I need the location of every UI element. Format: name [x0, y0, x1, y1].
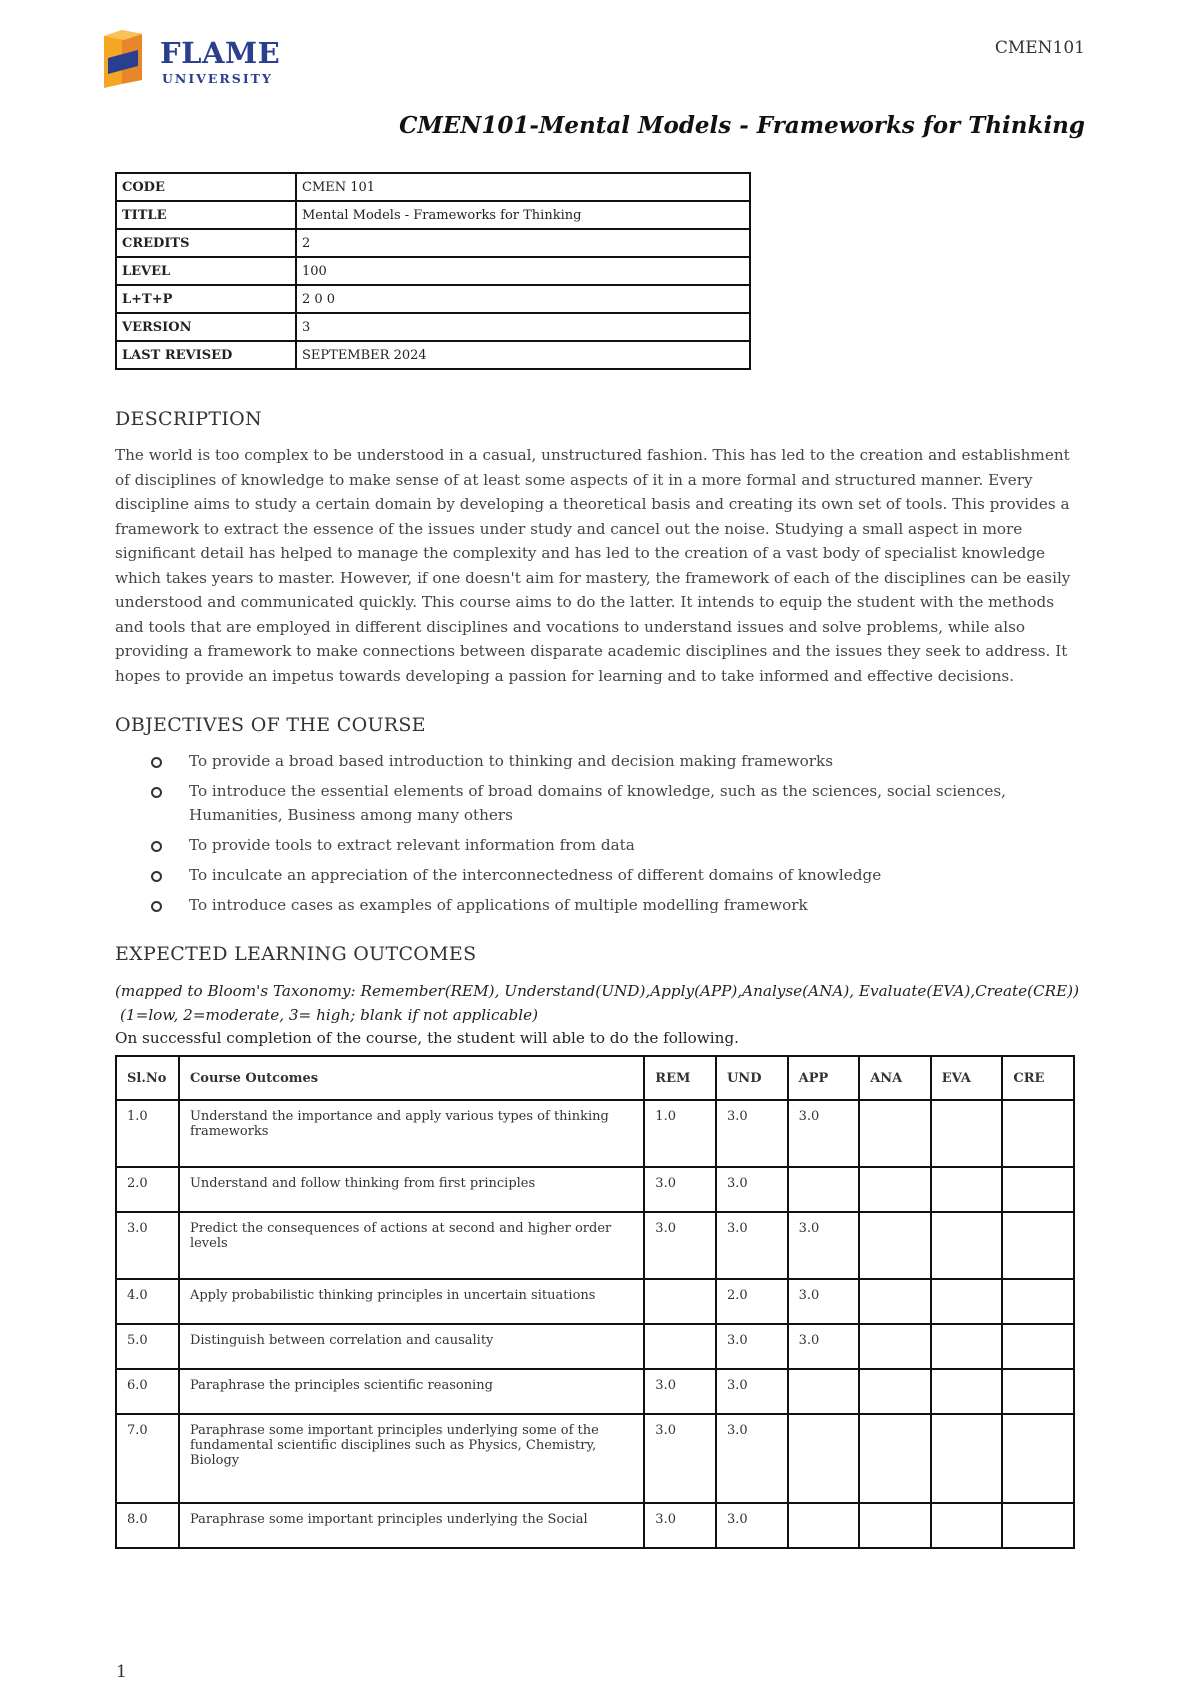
outcomes-intro: On successful completion of the course, the student will able to do the following. [115, 1029, 739, 1047]
table-cell: 3.0 [716, 1503, 788, 1548]
table-cell [788, 1503, 860, 1548]
table-cell: Paraphrase some important principles underlying some of the fundamental scientific disciplines such as Physics, Chemistry, Biology [179, 1414, 644, 1503]
info-row-credits [116, 229, 750, 257]
info-key: CREDITS [116, 229, 296, 257]
description-text: The world is too complex to be understood in a casual, unstructured fashion. This has led to the creation and establishment of disciplines of knowledge to make sense of at least some aspects of it in a more formal and structured manner. Every discipline aims to study a certain domain by developing a theoretical basis and creating its own set of tools. This provides a framework to extract the essence of the issues under study and cancel out the noise. Studying a small aspect in more significant detail has helped to manage the complexity and has led to the creation of a vast body of specialist knowledge which takes years to master. However, if one doesn't aim for mastery, the framework of each of the disciplines can be easily understood and communicated quickly. This course aims to do the latter. It intends to equip the student with the methods and tools that are employed in different disciplines and vocations to understand issues and solve problems, while also providing a framework to make connections between disparate academic disciplines and the issues they seek to address. It hopes to provide an impetus towards developing a passion for learning and to take informed and effective decisions. [115, 446, 1071, 685]
table-cell [931, 1324, 1003, 1369]
objective-text: To introduce the essential elements of broad domains of knowledge, such as the sciences, social sciences, Humanities, Business among many others [189, 782, 1006, 824]
table-row [116, 1100, 1074, 1167]
table-cell [644, 1279, 716, 1324]
table-row [116, 1212, 1074, 1279]
table-cell [1002, 1279, 1074, 1324]
course-info-table [115, 172, 751, 370]
circle-bullet-icon [151, 871, 162, 882]
circle-bullet-icon [151, 901, 162, 912]
info-key: LEVEL [116, 257, 296, 285]
table-cell [859, 1100, 931, 1167]
table-cell [788, 1167, 860, 1212]
info-value: Mental Models - Frameworks for Thinking [296, 201, 750, 229]
table-cell [1002, 1369, 1074, 1414]
table-cell: 3.0 [716, 1100, 788, 1167]
table-cell: 1.0 [644, 1100, 716, 1167]
info-row-ltp [116, 285, 750, 313]
table-cell [788, 1369, 860, 1414]
table-cell [859, 1369, 931, 1414]
table-cell [931, 1414, 1003, 1503]
info-row-version [116, 313, 750, 341]
column-header: APP [788, 1056, 860, 1100]
table-cell [931, 1100, 1003, 1167]
logo-name: FLAME [160, 36, 281, 70]
objective-item [145, 779, 1045, 827]
info-row-level [116, 257, 750, 285]
blooms-mapping-note: (mapped to Bloom's Taxonomy: Remember(REM), Understand(UND),Apply(APP),Analyse(ANA), Evaluate(EVA),Create(CRE)) [115, 982, 1080, 1000]
objective-item [145, 749, 1045, 773]
table-cell [931, 1503, 1003, 1548]
column-header: CRE [1002, 1056, 1074, 1100]
table-cell [1002, 1100, 1074, 1167]
table-cell [1002, 1324, 1074, 1369]
info-value: SEPTEMBER 2024 [296, 341, 750, 369]
description-heading: DESCRIPTION [115, 408, 262, 430]
column-header: ANA [859, 1056, 931, 1100]
table-cell: 6.0 [116, 1369, 179, 1414]
table-cell: 4.0 [116, 1279, 179, 1324]
info-value: 2 [296, 229, 750, 257]
table-cell: 2.0 [116, 1167, 179, 1212]
table-cell [931, 1212, 1003, 1279]
table-cell: Predict the consequences of actions at second and higher order levels [179, 1212, 644, 1279]
flame-shield-icon [100, 28, 146, 90]
info-value: 100 [296, 257, 750, 285]
table-cell: 3.0 [716, 1324, 788, 1369]
table-cell [1002, 1503, 1074, 1548]
table-cell: 3.0 [788, 1100, 860, 1167]
objective-item [145, 893, 1045, 917]
table-cell [931, 1167, 1003, 1212]
university-logo [100, 28, 300, 96]
info-row-last-revised [116, 341, 750, 369]
circle-bullet-icon [151, 757, 162, 768]
table-cell: 3.0 [644, 1167, 716, 1212]
table-cell: 3.0 [644, 1212, 716, 1279]
table-cell: 3.0 [716, 1167, 788, 1212]
info-key: VERSION [116, 313, 296, 341]
table-cell: 2.0 [716, 1279, 788, 1324]
info-row-title [116, 201, 750, 229]
table-cell [1002, 1167, 1074, 1212]
table-row [116, 1279, 1074, 1324]
table-row [116, 1369, 1074, 1414]
column-header: EVA [931, 1056, 1003, 1100]
circle-bullet-icon [151, 841, 162, 852]
table-cell: Paraphrase the principles scientific reasoning [179, 1369, 644, 1414]
table-cell [859, 1503, 931, 1548]
table-cell [859, 1167, 931, 1212]
table-row [116, 1414, 1074, 1503]
table-cell [931, 1279, 1003, 1324]
table-cell: Distinguish between correlation and causality [179, 1324, 644, 1369]
table-cell [931, 1369, 1003, 1414]
table-cell [859, 1279, 931, 1324]
table-cell [1002, 1414, 1074, 1503]
info-key: L+T+P [116, 285, 296, 313]
table-cell: 3.0 [788, 1279, 860, 1324]
table-header-row [116, 1056, 1074, 1100]
course-outcomes-table [115, 1055, 1075, 1549]
table-cell: 7.0 [116, 1414, 179, 1503]
column-header: Course Outcomes [179, 1056, 644, 1100]
scale-note: (1=low, 2=moderate, 3= high; blank if not applicable) [120, 1006, 539, 1024]
table-cell: 3.0 [788, 1212, 860, 1279]
objective-text: To provide tools to extract relevant information from data [189, 836, 635, 854]
circle-bullet-icon [151, 787, 162, 798]
column-header: UND [716, 1056, 788, 1100]
table-cell [859, 1414, 931, 1503]
logo-subtitle: UNIVERSITY [162, 71, 273, 86]
info-key: LAST REVISED [116, 341, 296, 369]
info-key: TITLE [116, 201, 296, 229]
table-cell: 3.0 [716, 1414, 788, 1503]
info-value: 2 0 0 [296, 285, 750, 313]
header-course-code: CMEN101 [994, 38, 1085, 58]
objectives-list [145, 749, 1045, 923]
table-cell: 1.0 [116, 1100, 179, 1167]
table-cell: 3.0 [644, 1414, 716, 1503]
table-cell: 3.0 [716, 1212, 788, 1279]
info-value: CMEN 101 [296, 173, 750, 201]
document-title: CMEN101-Mental Models - Frameworks for Thinking [399, 112, 1085, 139]
table-cell: 3.0 [644, 1369, 716, 1414]
table-cell [1002, 1212, 1074, 1279]
objective-item [145, 863, 1045, 887]
column-header: REM [644, 1056, 716, 1100]
table-row [116, 1324, 1074, 1369]
column-header: Sl.No [116, 1056, 179, 1100]
table-cell [644, 1324, 716, 1369]
table-row [116, 1503, 1074, 1548]
table-cell: Understand and follow thinking from first principles [179, 1167, 644, 1212]
info-value: 3 [296, 313, 750, 341]
table-cell [859, 1324, 931, 1369]
table-cell [788, 1414, 860, 1503]
objectives-heading: OBJECTIVES OF THE COURSE [115, 714, 426, 736]
table-cell: Paraphrase some important principles underlying the Social [179, 1503, 644, 1548]
objective-text: To inculcate an appreciation of the interconnectedness of different domains of knowledge [189, 866, 882, 884]
table-cell: 3.0 [788, 1324, 860, 1369]
table-cell [859, 1212, 931, 1279]
objective-item [145, 833, 1045, 857]
table-cell: 3.0 [644, 1503, 716, 1548]
objective-text: To provide a broad based introduction to thinking and decision making frameworks [189, 752, 834, 770]
table-cell: Apply probabilistic thinking principles in uncertain situations [179, 1279, 644, 1324]
table-cell: 3.0 [116, 1212, 179, 1279]
page-number: 1 [116, 1662, 127, 1682]
table-cell: Understand the importance and apply various types of thinking frameworks [179, 1100, 644, 1167]
table-cell: 3.0 [716, 1369, 788, 1414]
outcomes-heading: EXPECTED LEARNING OUTCOMES [115, 943, 477, 965]
objective-text: To introduce cases as examples of applications of multiple modelling framework [189, 896, 808, 914]
table-cell: 8.0 [116, 1503, 179, 1548]
table-cell: 5.0 [116, 1324, 179, 1369]
info-key: CODE [116, 173, 296, 201]
info-row-code [116, 173, 750, 201]
table-row [116, 1167, 1074, 1212]
